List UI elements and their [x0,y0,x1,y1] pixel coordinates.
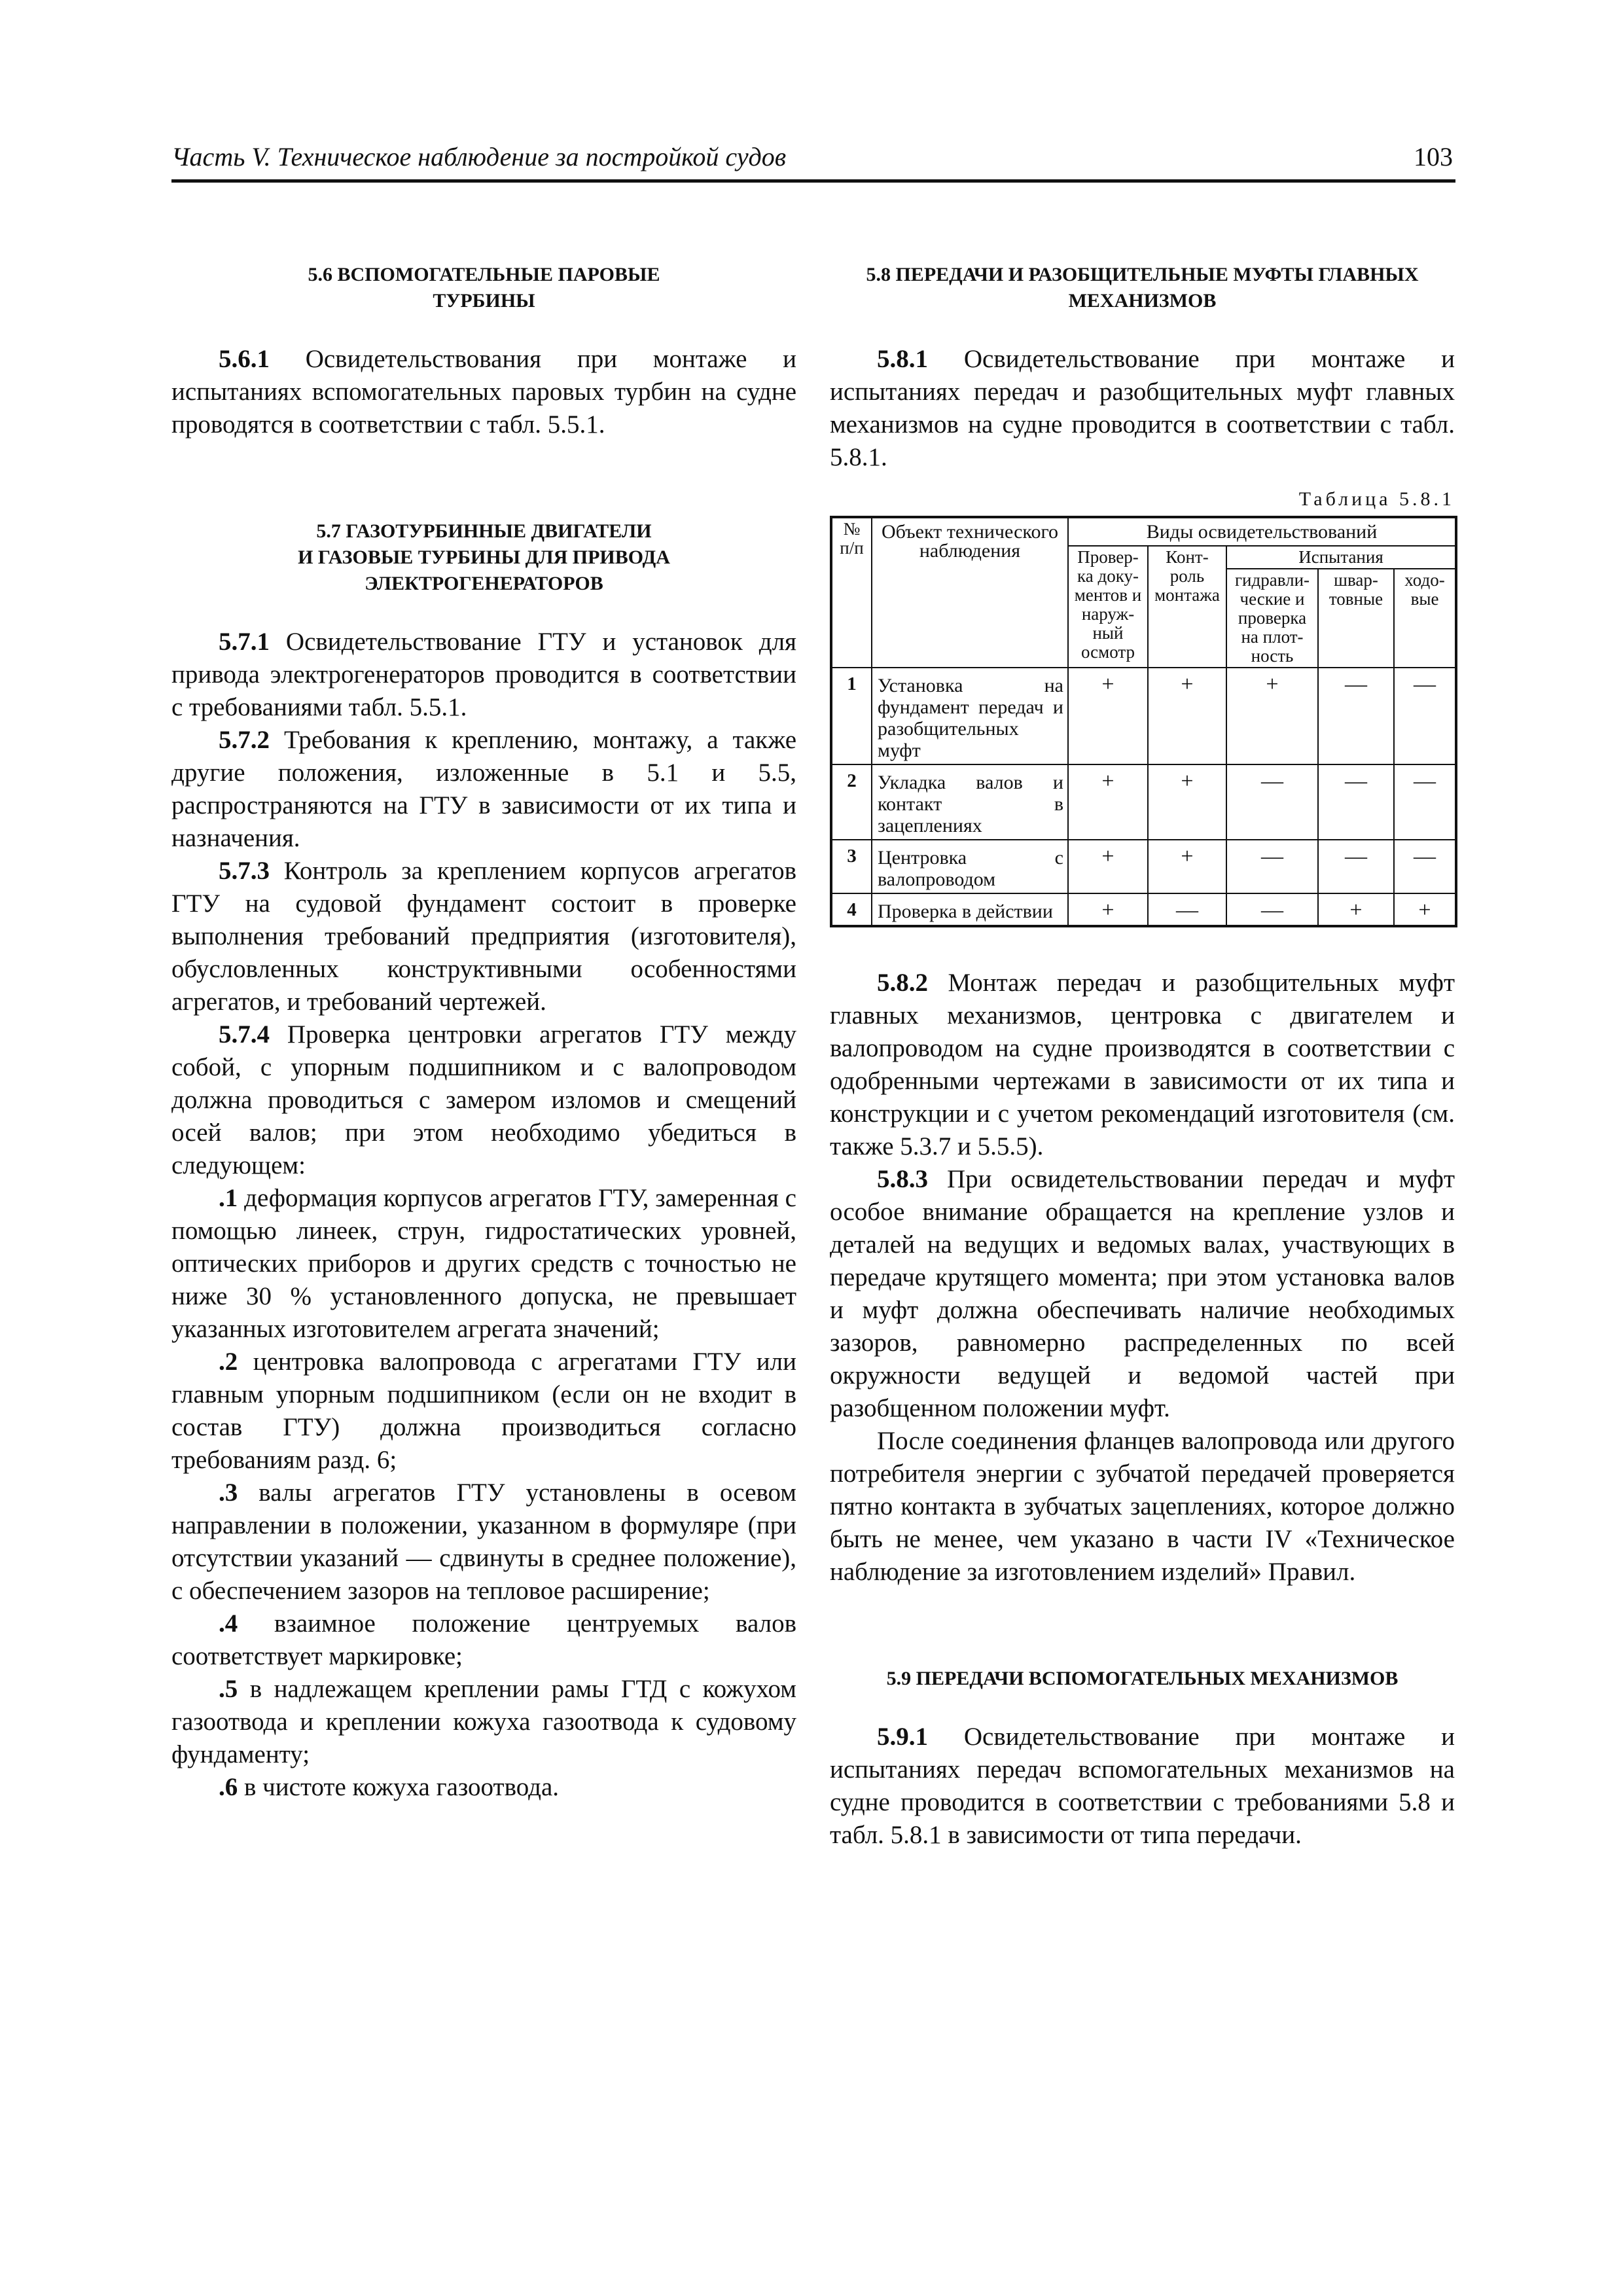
running-header [171,139,1455,183]
header-title: Часть V. Техническое наблюдение за постройкой судов [171,142,787,171]
paragraph-5-7-4: 5.7.4 Проверка центровки агрегатов ГТУ между собой, с упорным подшипником и с валопроводом должна проводиться с замером изломов и смещений осей валов; при этом необходимо убедиться в следующем: [171,1020,796,1179]
paragraph-5-8-1: 5.8.1 Освидетельствование при монтаже и испытаниях передач и разобщительных муфт главных механизмов на судне проводится в соответствии с табл. 5.8.1. [830,345,1455,471]
page-number: 103 [1414,142,1453,171]
right-column [830,262,1455,1852]
section-heading: 5.6 ВСПОМОГАТЕЛЬНЫЕ ПАРОВЫЕ ТУРБИНЫ [308,264,660,312]
list-item: .5 в надлежащем креплении рамы ГТД с кожухом газоотвода и креплении кожуха газоотвода к судовому фундаменту; [171,1675,796,1768]
section-5-7 [171,518,796,1804]
paragraph-5-8-2: 5.8.2 Монтаж передач и разобщительных муфт главных механизмов, центровка с двигателем и валопроводом на судне производятся в соответствии с одобренными чертежами в зависимости от их типа и конструкции и с учетом рекомендаций изготовителя (см. также 5.3.7 и 5.5.5). [830,969,1455,1160]
paragraph-5-7-3: 5.7.3 Контроль за креплением корпусов агрегатов ГТУ на судовой фундамент состоит в проверке выполнения требований предприятия (изготовителя), обусловленных конструктивными особенностями агрегатов, и требований чертежей. [171,857,796,1016]
header-check-docs: Провер-ка доку-ментов и наруж-ный осмотр [1068,546,1148,668]
section-heading: 5.8 ПЕРЕДАЧИ И РАЗОБЩИТЕЛЬНЫЕ МУФТЫ ГЛАВНЫХ МЕХАНИЗМОВ [866,264,1419,312]
table-row: 4 Проверка в действии + — — + + [831,893,1456,926]
header-tests: Испытания [1226,546,1456,569]
list-item: .3 валы агрегатов ГТУ установлены в осевом направлении в положении, указанном в формуляре (при отсутствии указаний — сдвинуты в среднее положение), с обеспечением зазоров на тепловое расширение; [171,1479,796,1605]
list-item: .4 взаимное положение центруемых валов соответствует маркировке; [171,1609,796,1670]
section-heading: 5.7 ГАЗОТУРБИННЫЕ ДВИГАТЕЛИ И ГАЗОВЫЕ ТУРБИНЫ ДЛЯ ПРИВОДА ЭЛЕКТРОГЕНЕРАТОРОВ [298,520,670,594]
list-item: .1 деформация корпусов агрегатов ГТУ, замеренная с помощью линеек, струн, гидростатических уровней, оптических приборов и других средств с точностью не ниже 30 % установленного допуска, не превышает указанных изготовителем агрегата значений; [171,1184,796,1343]
paragraph-5-7-1: 5.7.1 Освидетельствование ГТУ и установок для привода электрогенераторов проводится в соответствии с требованиями табл. 5.5.1. [171,628,796,721]
paragraph-5-9-1: 5.9.1 Освидетельствование при монтаже и испытаниях передач вспомогательных механизмов на судне проводится в соответствии с требованиями 5.8 и табл. 5.8.1 в зависимости от типа передачи. [830,1723,1455,1849]
table-row: 3 Центровка с валопроводом + + — — — [831,840,1456,893]
header-inspection-types: Виды освидетельствований [1068,517,1456,546]
inspection-table [830,516,1457,927]
table-row: 1 Установка на фундамент передач и разобщительных муфт + + + — — [831,668,1456,764]
table-caption: Таблица 5.8.1 [1298,488,1455,510]
section-heading: 5.9 ПЕРЕДАЧИ ВСПОМОГАТЕЛЬНЫХ МЕХАНИЗМОВ [886,1668,1399,1689]
header-hydraulic: гидравли-ческие и проверка на плот-ность [1226,569,1318,668]
paragraph-5-6-1: 5.6.1 Освидетельствования при монтаже и испытаниях вспомогательных паровых турбин на судне проводятся в соответствии с табл. 5.5.1. [171,345,796,439]
table-row: 2 Укладка валов и контакт в зацеплениях + + — — — [831,764,1456,840]
paragraph-5-7-2: 5.7.2 Требования к креплению, монтажу, а также другие положения, изложенные в 5.1 и 5.5, распространяются на ГТУ в зависимости от их типа и назначения. [171,726,796,852]
paragraph-5-8-3-continued: После соединения фланцев валопровода или другого потребителя энергии с зубчатой передачей проверяется пятно контакта в зубчатых зацеплениях, которое должно быть не менее, чем указано в части IV «Техническое наблюдение за изготовлением изделий» Правил. [830,1427,1455,1586]
header-control-assembly: Конт-роль монтажа [1148,546,1226,668]
section-5-9 [830,1666,1455,1852]
list-item: .2 центровка валопровода с агрегатами ГТУ или главным упорным подшипником (если он не входит в состав ГТУ) должна производиться согласно требованиям разд. 6; [171,1348,796,1474]
header-num: № п/п [831,517,872,668]
header-mooring: швар-товные [1318,569,1394,668]
paragraph-5-8-3: 5.8.3 При освидетельствовании передач и муфт особое внимание обращается на крепление узлов и деталей на ведущих и ведомых валах, участвующих в передаче крутящего момента; при этом установка валов и муфт должна обеспечивать наличие необходимых зазоров, равномерно распределенных по всей окружности ведущей и ведомой частей при разобщенном положении муфт. [830,1165,1455,1422]
header-running: ходо-вые [1394,569,1456,668]
header-object: Объект технического наблюдения [872,517,1068,668]
section-5-8 [830,262,1455,1588]
section-5-6 [171,262,796,441]
list-item: .6 в чистоте кожуха газоотвода. [219,1773,560,1801]
left-column [171,262,796,1804]
